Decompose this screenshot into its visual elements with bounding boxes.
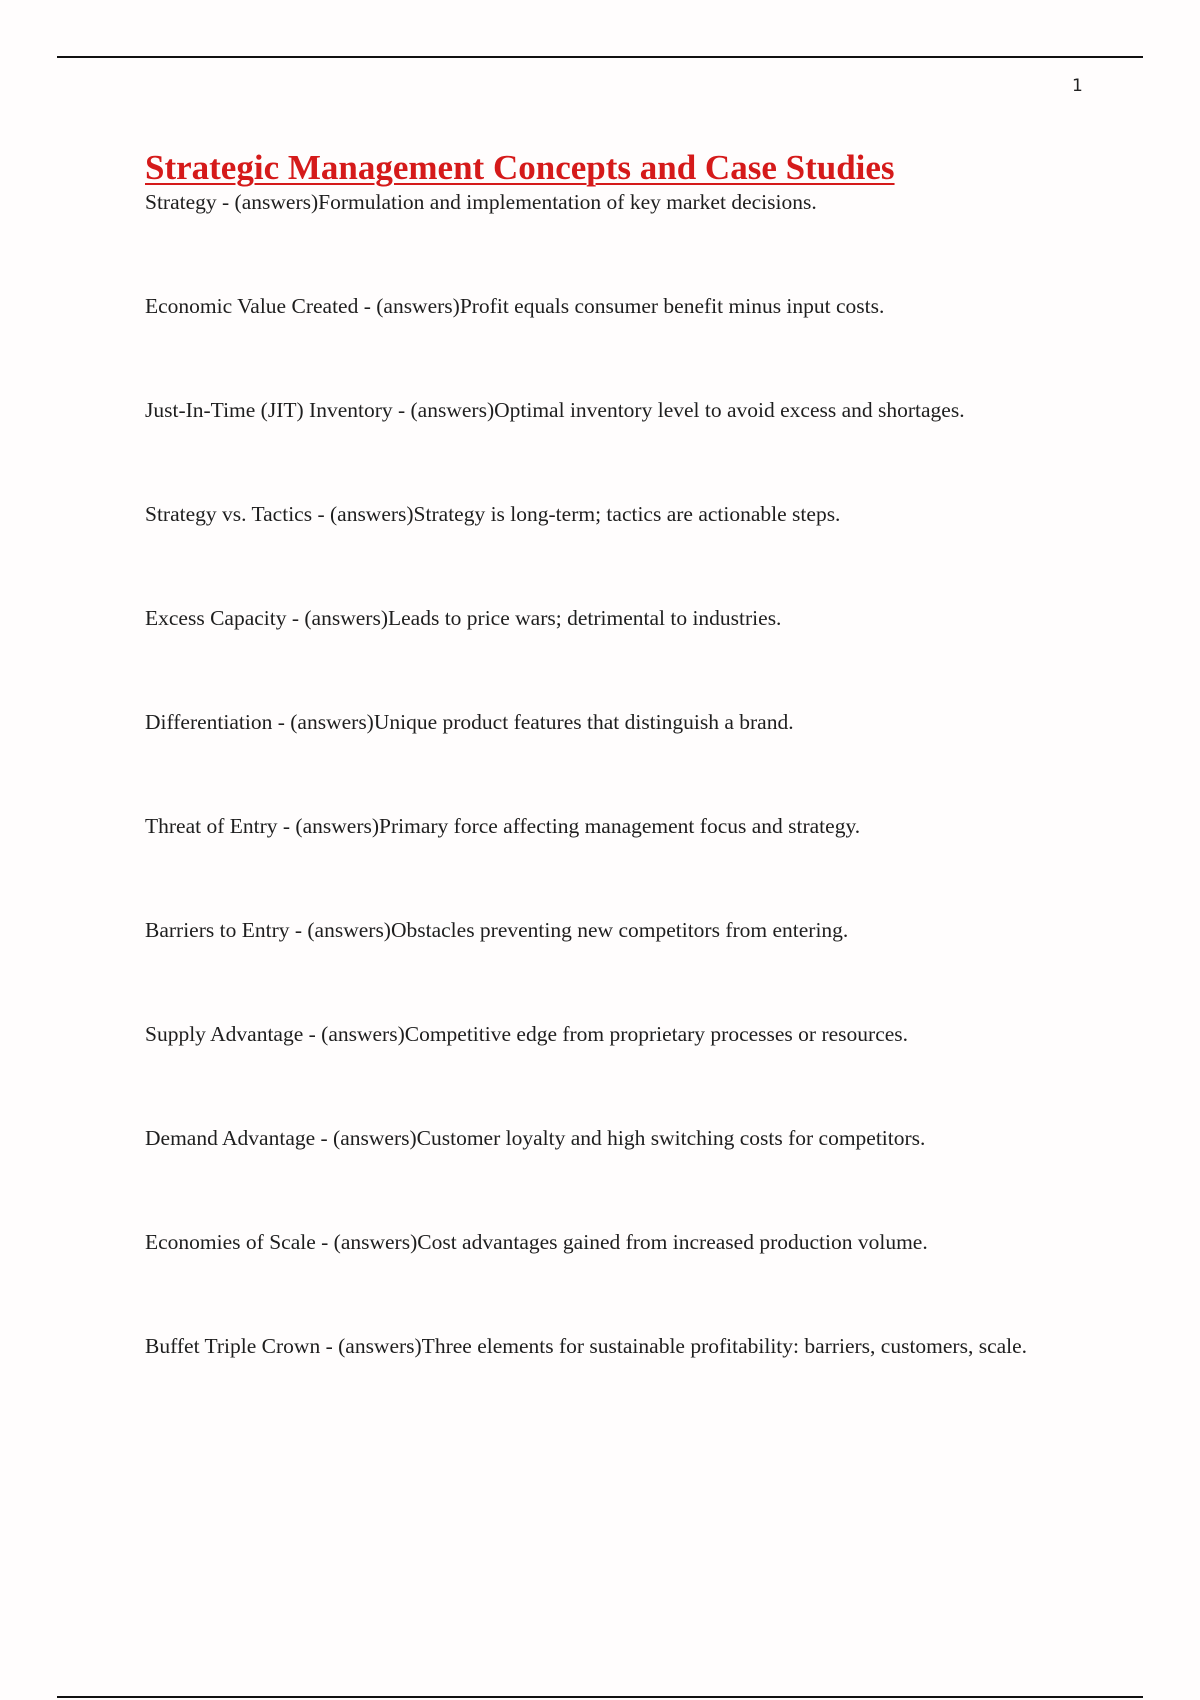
term-entry-differentiation: Differentiation - (answers)Unique product features that distinguish a brand. [145,710,794,734]
term-entry-barriers-to-entry: Barriers to Entry - (answers)Obstacles preventing new competitors from entering. [145,918,849,942]
term-entry-demand-advantage: Demand Advantage - (answers)Customer loyalty and high switching costs for competitors. [145,1126,926,1150]
term-entry-excess-capacity: Excess Capacity - (answers)Leads to price wars; detrimental to industries. [145,606,782,630]
term-entry-jit-inventory: Just-In-Time (JIT) Inventory - (answers)Optimal inventory level to avoid excess and shortages. [145,398,965,422]
term-entry-economic-value-created: Economic Value Created - (answers)Profit equals consumer benefit minus input costs. [145,294,885,318]
page-number: 1 [1072,76,1083,96]
term-entry-economies-of-scale: Economies of Scale - (answers)Cost advantages gained from increased production volume. [145,1230,928,1254]
document-body [145,146,1090,1434]
term-list [145,186,1090,1362]
term-entry-threat-of-entry: Threat of Entry - (answers)Primary force affecting management focus and strategy. [145,814,861,838]
top-rule [57,56,1143,58]
term-entry-supply-advantage: Supply Advantage - (answers)Competitive edge from proprietary processes or resources. [145,1022,909,1046]
document-title: Strategic Management Concepts and Case Studies [145,148,895,187]
bottom-rule [57,1696,1143,1698]
term-entry-strategy: Strategy - (answers)Formulation and implementation of key market decisions. [145,190,817,214]
term-entry-buffet-triple-crown: Buffet Triple Crown - (answers)Three elements for sustainable profitability: barriers, customers, scale. [145,1334,1028,1358]
term-entry-strategy-vs-tactics: Strategy vs. Tactics - (answers)Strategy is long-term; tactics are actionable steps. [145,502,841,526]
